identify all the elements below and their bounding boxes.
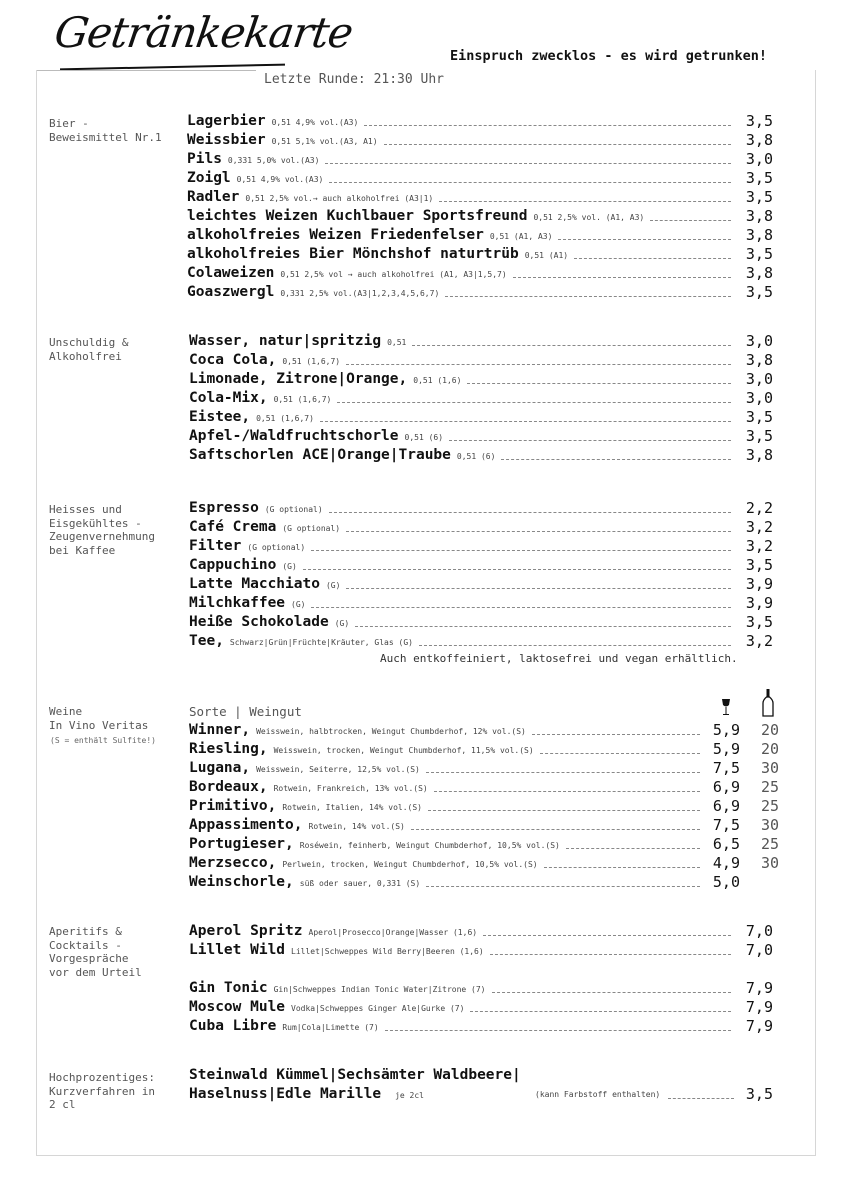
spirits-line-1 [0, 1066, 849, 1085]
leader-dots [411, 829, 700, 830]
alkoholfrei-item-row [0, 408, 849, 427]
item-price: 3,8 [745, 264, 773, 282]
item-name-text: alkoholfreies Weizen Friedenfelser [187, 227, 484, 243]
spirits-detail: je 2cl [395, 1091, 424, 1100]
item-name-text: Lagerbier [187, 113, 266, 129]
item-price: 6,9 [712, 797, 740, 815]
item-detail: 0,51 (A1) [524, 251, 569, 260]
item-price: 3,0 [745, 370, 773, 388]
kaffee-item-row [0, 575, 849, 594]
item-detail: Rotwein, Frankreich, 13% vol.(S) [273, 784, 428, 793]
item-detail: 0,51 2,5% vol. (A1, A3) [533, 213, 645, 222]
item-name-text: Zoigl [187, 170, 231, 186]
item-bottle-price: 25 [760, 835, 779, 853]
item-name-text: Weinschorle, [189, 874, 294, 890]
item-bottle-price: 30 [760, 759, 779, 777]
leader-dots [412, 345, 731, 346]
item-bottle-price: 30 [760, 816, 779, 834]
leader-dots [540, 753, 700, 754]
wein-item-row [0, 740, 849, 759]
alkoholfrei-item-name [189, 446, 495, 466]
kaffee-item-name [189, 575, 340, 595]
item-price: 7,9 [745, 1017, 773, 1035]
alkoholfrei-item-name [189, 332, 406, 352]
bier-item-name [187, 169, 323, 189]
spirits-extra: (kann Farbstoff enthalten) [535, 1090, 661, 1099]
item-detail: Weisswein, halbtrocken, Weingut Chumbderhof, 12% vol.(S) [256, 727, 526, 736]
bier-item-name [187, 283, 439, 303]
leader-dots [364, 125, 731, 126]
cocktails-item-name [189, 979, 486, 999]
alkoholfrei-item-row [0, 389, 849, 408]
item-name-text: Filter [189, 538, 242, 554]
item-detail: (G optional) [264, 505, 323, 514]
alkoholfrei-item-row [0, 332, 849, 351]
leader-dots [439, 201, 731, 202]
item-detail: Vodka|Schweppes Ginger Ale|Gurke (7) [291, 1004, 465, 1013]
leader-dots [544, 867, 700, 868]
kaffee-item-name [189, 518, 340, 538]
alkoholfrei-item-name [189, 351, 340, 371]
wein-item-name [189, 797, 422, 817]
item-detail: (G optional) [247, 543, 306, 552]
item-detail: Rotwein, 14% vol.(S) [308, 822, 405, 831]
leader-dots [532, 734, 700, 735]
item-bottle-price: 25 [760, 797, 779, 815]
item-price: 3,5 [745, 556, 773, 574]
item-detail: Lillet|Schweppes Wild Berry|Beeren (1,6) [291, 947, 484, 956]
item-name-text: Primitivo, [189, 798, 277, 814]
leader-dots [558, 239, 731, 240]
item-detail: 0,51 (1,6,7) [282, 357, 341, 366]
item-price: 3,2 [745, 537, 773, 555]
item-detail: süß oder sauer, 0,331 (S) [299, 879, 421, 888]
kaffee-item-name [189, 499, 323, 519]
section-label-kaffee: Heisses und Eisgekühltes - Zeugenvernehmung bei Kaffee [49, 503, 155, 557]
cocktails-item-row [0, 979, 849, 998]
item-detail: (G) [325, 581, 341, 590]
item-detail: 0,51 (1,6) [413, 376, 462, 385]
item-name-text: Colaweizen [187, 265, 275, 281]
wein-item-name [189, 835, 560, 855]
leader-dots [355, 626, 731, 627]
wein-item-row [0, 873, 849, 892]
wine-sub-header: Sorte | Weingut [189, 704, 302, 719]
cocktails-item-name [189, 1017, 379, 1037]
item-price: 7,0 [745, 941, 773, 959]
leader-dots [325, 163, 731, 164]
bier-item-name [187, 245, 568, 265]
item-price: 3,5 [745, 427, 773, 445]
item-name-text: Merzsecco, [189, 855, 277, 871]
item-price: 7,5 [712, 759, 740, 777]
leader-dots [445, 296, 731, 297]
item-price: 3,2 [745, 632, 773, 650]
item-price: 3,8 [745, 131, 773, 149]
bier-item-row [0, 245, 849, 264]
alkoholfrei-item-name [189, 427, 443, 447]
item-price: 7,0 [745, 922, 773, 940]
leader-dots [650, 220, 731, 221]
item-price: 7,9 [745, 979, 773, 997]
cocktails-item-row [0, 922, 849, 941]
item-detail: 0,51 (1,6,7) [256, 414, 314, 423]
spirits-name-2-text: Haselnuss|Edle Marille [189, 1086, 382, 1102]
leader-dots [668, 1098, 734, 1099]
kaffee-item-name [189, 537, 305, 557]
leader-dots [419, 645, 731, 646]
item-detail: Roséwein, feinherb, Weingut Chumbderhof, 10,5% vol.(S) [299, 841, 560, 850]
leader-dots [329, 512, 731, 513]
item-name-text: Bordeaux, [189, 779, 268, 795]
item-name-text: Radler [187, 189, 240, 205]
item-name-text: Espresso [189, 500, 259, 516]
item-name-text: Riesling, [189, 741, 268, 757]
leader-dots [337, 402, 731, 403]
item-detail: 0,51 (1,6,7) [273, 395, 332, 404]
bier-item-name [187, 112, 358, 132]
kaffee-item-row [0, 556, 849, 575]
item-price: 3,0 [745, 332, 773, 350]
item-detail: (G) [291, 600, 306, 609]
kaffee-item-row [0, 537, 849, 556]
section-label-bier: Bier - Beweismittel Nr.1 [49, 117, 162, 144]
item-price: 3,9 [745, 575, 773, 593]
item-name-text: Gin Tonic [189, 980, 268, 996]
bier-item-row [0, 226, 849, 245]
alkoholfrei-item-row [0, 427, 849, 446]
item-name-text: Wasser, natur|spritzig [189, 333, 382, 349]
item-name-text: Weissbier [187, 132, 266, 148]
leader-dots [470, 1011, 731, 1012]
item-price: 7,9 [745, 998, 773, 1016]
bier-item-name [187, 150, 319, 170]
bier-item-row [0, 112, 849, 131]
leader-dots [346, 364, 731, 365]
item-name-text: Tee, [189, 633, 224, 649]
cocktails-item-row [0, 998, 849, 1017]
item-name-text: Cuba Libre [189, 1018, 277, 1034]
wein-item-row [0, 854, 849, 873]
bier-item-row [0, 188, 849, 207]
kaffee-item-row [0, 499, 849, 518]
leader-dots [303, 569, 731, 570]
wine-bottle-icon [762, 689, 774, 717]
item-price: 2,2 [745, 499, 773, 517]
item-name-text: Milchkaffee [189, 595, 286, 611]
item-detail: Schwarz|Grün|Früchte|Kräuter, Glas (G) [229, 638, 413, 647]
leader-dots [566, 848, 700, 849]
item-price: 5,9 [712, 721, 740, 739]
item-price: 3,5 [745, 112, 773, 130]
kaffee-item-name [189, 556, 297, 576]
slogan: Einspruch zwecklos - es wird getrunken! [450, 48, 767, 64]
item-name-text: Eistee, [189, 409, 251, 425]
kaffee-item-row [0, 518, 849, 537]
bier-item-row [0, 207, 849, 226]
item-detail: 0,51 [387, 338, 407, 347]
item-detail: 0,51 2,5% vol.→ auch alkoholfrei (A3|1) [245, 194, 434, 203]
leader-dots [449, 440, 731, 441]
kaffee-item-name [189, 613, 349, 633]
spirits-line-2 [0, 1085, 849, 1104]
wein-item-name [189, 778, 428, 798]
item-detail: 0,51 5,1% vol.(A3, A1) [271, 137, 378, 146]
page-title: Getränkekarte [51, 8, 356, 57]
item-detail: Rum|Cola|Limette (7) [282, 1023, 379, 1032]
item-name-text: Portugieser, [189, 836, 294, 852]
item-price: 4,9 [712, 854, 740, 872]
item-bottle-price: 25 [760, 778, 779, 796]
wein-item-row [0, 721, 849, 740]
wein-item-row [0, 816, 849, 835]
item-name-text: Café Crema [189, 519, 277, 535]
item-price: 3,8 [745, 207, 773, 225]
leader-dots [490, 954, 731, 955]
item-price: 3,5 [745, 169, 773, 187]
item-bottle-price: 30 [760, 854, 779, 872]
section-label-wein: Weine In Vino Veritas [49, 705, 149, 732]
leader-dots [434, 791, 700, 792]
wine-glass-icon [719, 698, 733, 716]
item-detail: Perlwein, trocken, Weingut Chumbderhof, 10,5% vol.(S) [282, 860, 538, 869]
cocktails-item-name [189, 941, 484, 961]
leader-dots [467, 383, 731, 384]
item-price: 5,9 [712, 740, 740, 758]
kaffee-item-name [189, 594, 305, 614]
item-name-text: Heiße Schokolade [189, 614, 329, 630]
item-name-text: Cappuchino [189, 557, 277, 573]
leader-dots [428, 810, 700, 811]
item-detail: (G) [282, 562, 297, 571]
item-name-text: alkoholfreies Bier Mönchshof naturtrüb [187, 246, 519, 262]
item-detail: (G optional) [282, 524, 341, 533]
kaffee-item-name [189, 632, 413, 652]
wein-item-row [0, 797, 849, 816]
item-price: 3,2 [745, 518, 773, 536]
wein-item-row [0, 778, 849, 797]
item-price: 6,5 [712, 835, 740, 853]
leader-dots [311, 607, 731, 608]
spirits-name-1: Steinwald Kümmel|Sechsämter Waldbeere| [189, 1067, 521, 1083]
wein-item-name [189, 816, 405, 836]
item-name-text: Moscow Mule [189, 999, 286, 1015]
alkoholfrei-item-row [0, 446, 849, 465]
item-name-text: Cola-Mix, [189, 390, 268, 406]
item-bottle-price: 20 [760, 740, 779, 758]
item-detail: Gin|Schweppes Indian Tonic Water|Zitrone (7) [273, 985, 486, 994]
leader-dots [574, 258, 731, 259]
section-label-hochprozentiges: Hochprozentiges: Kurzverfahren in 2 cl [49, 1071, 155, 1111]
alkoholfrei-item-name [189, 408, 314, 428]
item-price: 3,0 [745, 150, 773, 168]
bier-item-name [187, 131, 378, 151]
wein-item-name [189, 721, 526, 741]
item-price: 3,8 [745, 351, 773, 369]
item-detail: 0,51 (A1, A3) [489, 232, 553, 241]
cocktails-item-row [0, 941, 849, 960]
bier-item-row [0, 131, 849, 150]
item-detail: Rotwein, Italien, 14% vol.(S) [282, 803, 422, 812]
item-detail: 0,51 (6) [456, 452, 496, 461]
leader-dots [346, 531, 731, 532]
leader-dots [501, 459, 731, 460]
item-name-text: leichtes Weizen Kuchlbauer Sportsfreund [187, 208, 528, 224]
leader-dots [346, 588, 731, 589]
wein-item-name [189, 759, 420, 779]
kaffee-item-row [0, 613, 849, 632]
item-detail: 0,331 5,0% vol.(A3) [227, 156, 320, 165]
kaffee-item-row [0, 594, 849, 613]
item-price: 3,5 [745, 408, 773, 426]
item-detail: Weisswein, trocken, Weingut Chumbderhof, 11,5% vol.(S) [273, 746, 534, 755]
item-name-text: Aperol Spritz [189, 923, 303, 939]
item-detail: Aperol|Prosecco|Orange|Wasser (1,6) [308, 928, 478, 937]
item-name-text: Saftschorlen ACE|Orange|Traube [189, 447, 451, 463]
alkoholfrei-item-row [0, 370, 849, 389]
item-price: 7,5 [712, 816, 740, 834]
item-price: 6,9 [712, 778, 740, 796]
leader-dots [384, 144, 731, 145]
bier-item-row [0, 169, 849, 188]
alkoholfrei-item-row [0, 351, 849, 370]
cocktails-item-name [189, 922, 477, 942]
item-name-text: Latte Macchiato [189, 576, 320, 592]
leader-dots [426, 772, 700, 773]
item-name-text: Goaszwergl [187, 284, 275, 300]
bier-item-name [187, 188, 433, 208]
item-name-text: Pils [187, 151, 222, 167]
sulfite-note: (S = enthält Sulfite!) [50, 736, 156, 745]
leader-dots [329, 182, 731, 183]
item-detail: Weisswein, Seiterre, 12,5% vol.(S) [256, 765, 420, 774]
leader-dots [320, 421, 731, 422]
leader-dots [385, 1030, 731, 1031]
item-detail: 0,51 4,9% vol.(A3) [271, 118, 359, 127]
item-name-text: Limonade, Zitrone|Orange, [189, 371, 408, 387]
wein-item-name [189, 854, 538, 874]
item-name-text: Lillet Wild [189, 942, 286, 958]
item-price: 3,9 [745, 594, 773, 612]
item-price: 3,8 [745, 446, 773, 464]
item-detail: 0,331 2,5% vol.(A3|1,2,3,4,5,6,7) [280, 289, 440, 298]
item-price: 3,5 [745, 188, 773, 206]
item-detail: 0,51 (6) [404, 433, 444, 442]
section-label-alkoholfrei: Unschuldig & Alkoholfrei [49, 336, 129, 363]
bier-item-row [0, 264, 849, 283]
wein-item-row [0, 759, 849, 778]
leader-dots [513, 277, 731, 278]
item-detail: 0,51 2,5% vol → auch alkoholfrei (A1, A3|1,5,7) [280, 270, 507, 279]
item-price: 3,5 [745, 245, 773, 263]
item-detail: (G) [334, 619, 350, 628]
item-price: 3,0 [745, 389, 773, 407]
wein-item-row [0, 835, 849, 854]
leader-dots [483, 935, 731, 936]
alkoholfrei-item-name [189, 370, 461, 390]
leader-dots [492, 992, 732, 993]
section-label-cocktails: Aperitifs & Cocktails - Vorgespräche vor dem Urteil [49, 925, 142, 979]
wein-item-name [189, 740, 534, 760]
bier-item-name [187, 264, 507, 284]
leader-dots [311, 550, 731, 551]
wein-item-name [189, 873, 420, 893]
item-price: 3,8 [745, 226, 773, 244]
kaffee-item-row [0, 632, 849, 651]
coffee-note: Auch entkoffeiniert, laktosefrei und vegan erhältlich. [380, 652, 738, 665]
bier-item-row [0, 283, 849, 302]
bier-item-name [187, 226, 552, 246]
item-price: 3,5 [745, 283, 773, 301]
item-name-text: Coca Cola, [189, 352, 277, 368]
item-name-text: Winner, [189, 722, 251, 738]
item-name-text: Apfel-/Waldfruchtschorle [189, 428, 399, 444]
cocktails-item-row [0, 1017, 849, 1036]
item-price: 3,5 [745, 613, 773, 631]
cocktails-item-name [189, 998, 464, 1018]
bier-item-row [0, 150, 849, 169]
bier-item-name [187, 207, 644, 227]
item-price: 5,0 [712, 873, 740, 891]
spirits-name-2 [189, 1085, 424, 1105]
item-name-text: Appassimento, [189, 817, 303, 833]
item-detail: 0,51 4,9% vol.(A3) [236, 175, 324, 184]
spirits-price: 3,5 [745, 1085, 773, 1103]
item-name-text: Lugana, [189, 760, 251, 776]
item-bottle-price: 20 [760, 721, 779, 739]
last-call-text: Letzte Runde: 21:30 Uhr [264, 72, 445, 87]
leader-dots [426, 886, 700, 887]
alkoholfrei-item-name [189, 389, 331, 409]
